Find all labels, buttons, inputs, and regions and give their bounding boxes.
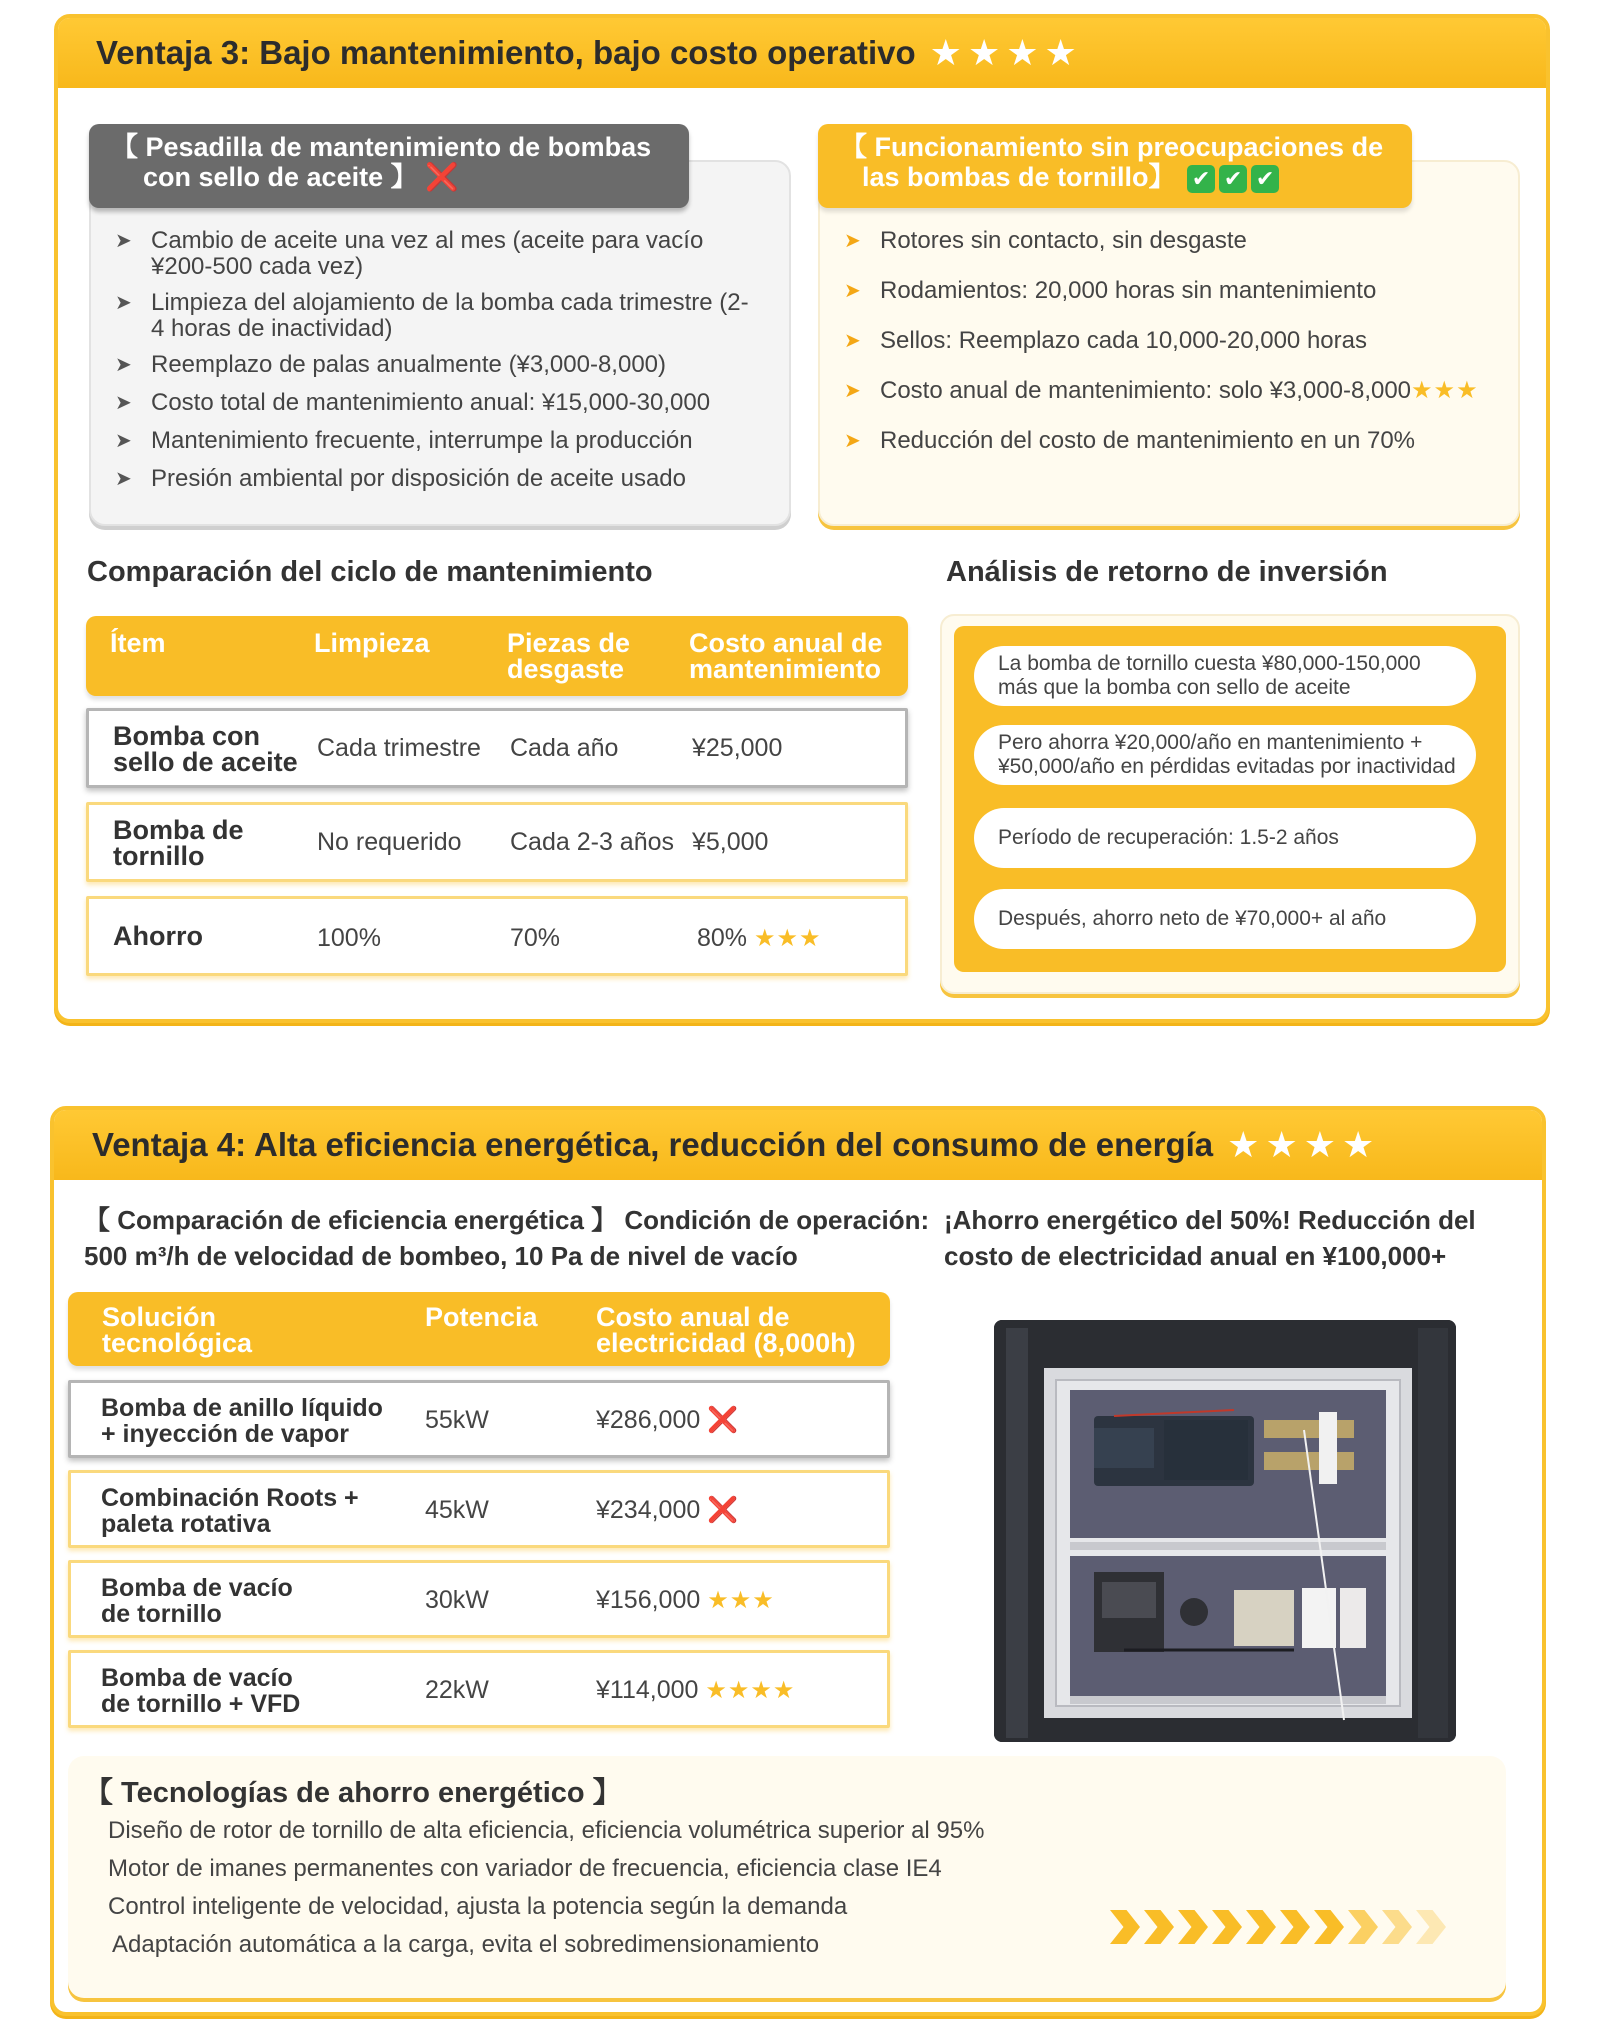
list-item	[844, 228, 1524, 278]
energy-table-header	[68, 1292, 890, 1366]
chevron-right-icon	[1178, 1910, 1208, 1944]
table-row	[86, 896, 908, 976]
list-item-text: Reducción del costo de mantenimiento en un 70%	[880, 427, 1416, 454]
oil-title-line1: 【 Pesadilla de mantenimiento de bombas	[111, 132, 652, 162]
list-item-text: Rotores sin contacto, sin desgaste	[880, 227, 1247, 254]
checkmark-icon: ✔	[1251, 165, 1279, 193]
row-label	[101, 1575, 293, 1627]
arrow-icon: ➤	[844, 430, 861, 452]
col-header: Potencia	[425, 1302, 538, 1332]
row-label-line: sello de aceite	[113, 747, 298, 777]
row-label	[113, 817, 244, 869]
roi-item-line: Pero ahorra ¥20,000/año en mantenimiento +	[998, 731, 1423, 754]
cycle-table-header	[86, 616, 908, 696]
list-item	[115, 352, 755, 390]
chevron-right-icon	[1246, 1910, 1276, 1944]
list-item	[844, 328, 1524, 378]
control-cabinet-illustration	[994, 1320, 1456, 1742]
list-item	[844, 378, 1524, 428]
roi-item-line: La bomba de tornillo cuesta ¥80,000-150,000	[998, 652, 1421, 675]
section-title: Ventaja 3: Bajo mantenimiento, bajo costo operativo	[96, 34, 916, 71]
arrow-icon: ➤	[115, 468, 132, 490]
cross-icon: ❌	[707, 1406, 739, 1434]
cell-cost-value: ¥286,000	[596, 1406, 701, 1434]
advantage-4-section	[50, 1106, 1546, 2016]
list-item-text: Cambio de aceite una vez al mes (aceite para vacío ¥200-500 cada vez)	[151, 227, 704, 280]
cell-cleaning: No requerido	[317, 828, 462, 856]
arrow-icon: ➤	[115, 354, 132, 376]
arrow-icon: ➤	[115, 292, 132, 314]
chevron-right-icon	[1144, 1910, 1174, 1944]
row-label-line: Bomba con	[113, 721, 261, 751]
energy-tech-list	[108, 1816, 1108, 1968]
saving-line: ¡Ahorro energético del 50%! Reducción del	[944, 1205, 1476, 1235]
arrow-icon: ➤	[844, 280, 861, 302]
cell-cost	[596, 1407, 738, 1433]
rating-stars-icon: ★★★	[1411, 377, 1479, 404]
screw-pump-box-title	[818, 124, 1412, 208]
row-label	[101, 1485, 359, 1537]
list-item	[844, 278, 1524, 328]
screw-pump-list	[844, 228, 1524, 478]
roi-item-line: Después, ahorro neto de ¥70,000+ al año	[998, 907, 1387, 930]
energy-tech-title: 【 Tecnologías de ahorro energético 】	[84, 1777, 622, 1809]
screw-title-line2-wrap	[840, 162, 1392, 193]
col-header: Ítem	[110, 628, 166, 658]
rating-stars-icon: ★★★★	[1227, 1124, 1381, 1165]
col-header-line: Costo anual de	[689, 628, 883, 658]
chevron-arrows-icon	[1110, 1910, 1450, 1944]
roi-item-text	[998, 652, 1421, 700]
cell-power: 45kW	[425, 1496, 489, 1524]
row-label-line: tornillo	[113, 841, 205, 871]
rating-stars-icon: ★★★	[754, 925, 822, 952]
section-header	[54, 1110, 1542, 1180]
list-item-text: Rodamientos: 20,000 horas sin mantenimiento	[880, 277, 1377, 304]
checkmark-icon: ✔	[1219, 165, 1247, 193]
cell-cost	[596, 1497, 738, 1523]
oil-title-line2: con sello de aceite 】	[143, 162, 418, 192]
chevron-right-icon	[1212, 1910, 1242, 1944]
cell-parts: 70%	[510, 924, 561, 952]
cell-cleaning: 100%	[317, 924, 381, 952]
row-label-line: de tornillo	[101, 1600, 222, 1628]
chevron-right-icon	[1110, 1910, 1140, 1944]
oil-pump-box-title	[89, 124, 689, 208]
section-title: Ventaja 4: Alta eficiencia energética, reducción del consumo de energía	[92, 1126, 1214, 1163]
table-row	[68, 1470, 890, 1548]
list-item-text: Limpieza del alojamiento de la bomba cada trimestre (2-4 horas de inactividad)	[151, 289, 749, 342]
oil-title-line2-wrap	[111, 162, 669, 192]
list-item: Control inteligente de velocidad, ajusta la potencia según la demanda	[108, 1893, 848, 1920]
table-row	[68, 1560, 890, 1638]
col-header	[689, 630, 883, 682]
cell-power: 30kW	[425, 1586, 489, 1614]
rating-stars-icon: ★★★★	[929, 32, 1083, 73]
list-item	[115, 290, 755, 352]
col-header-line: mantenimiento	[689, 654, 882, 684]
operating-condition	[84, 1202, 944, 1274]
cell-cost	[596, 1587, 775, 1614]
table-row	[86, 802, 908, 882]
arrow-icon: ➤	[844, 380, 861, 402]
arrow-icon: ➤	[115, 230, 132, 252]
chevron-right-icon	[1348, 1910, 1378, 1944]
col-header	[596, 1304, 856, 1356]
row-label-line: Bomba de vacío	[101, 1574, 293, 1602]
rating-stars-icon: ★★★	[707, 1587, 775, 1614]
checkmark-icon: ✔	[1187, 165, 1215, 193]
cross-icon: ❌	[425, 162, 459, 192]
chevron-right-icon	[1382, 1910, 1412, 1944]
row-label-line: Combinación Roots +	[101, 1484, 359, 1512]
arrow-icon: ➤	[844, 330, 861, 352]
list-item-text: Mantenimiento frecuente, interrumpe la producción	[151, 427, 693, 454]
cell-power: 55kW	[425, 1406, 489, 1434]
row-label-line: Bomba de	[113, 815, 244, 845]
screw-title-line1: 【 Funcionamiento sin preocupaciones de	[840, 132, 1384, 162]
list-item-text: Costo total de mantenimiento anual: ¥15,000-30,000	[151, 389, 711, 416]
rating-stars-icon: ★★★★	[705, 1677, 796, 1704]
col-header: Limpieza	[314, 628, 430, 658]
table-row	[68, 1380, 890, 1458]
cell-cost: ¥25,000	[692, 734, 783, 762]
row-label	[101, 1665, 300, 1717]
roi-item-line: más que la bomba con sello de aceite	[998, 676, 1351, 699]
row-label-line: Bomba de vacío	[101, 1664, 293, 1692]
energy-saving-headline	[944, 1202, 1504, 1274]
roi-item	[974, 646, 1476, 706]
cell-cost-value: ¥114,000	[596, 1676, 699, 1704]
cell-cost-value: ¥234,000	[596, 1496, 701, 1524]
list-item-text: Presión ambiental por disposición de aceite usado	[151, 465, 686, 492]
cell-parts: Cada 2-3 años	[510, 828, 675, 856]
cell-parts: Cada año	[510, 734, 619, 762]
section-header	[58, 18, 1546, 88]
col-header-line: desgaste	[507, 654, 625, 684]
saving-line: costo de electricidad anual en ¥100,000+	[944, 1241, 1447, 1271]
row-label	[101, 1395, 383, 1447]
roi-item-line: Período de recuperación: 1.5-2 años	[998, 826, 1339, 849]
cell-cleaning: Cada trimestre	[317, 734, 481, 762]
row-label: Ahorro	[113, 921, 203, 951]
chevron-right-icon	[1280, 1910, 1310, 1944]
roi-item-text	[998, 731, 1456, 779]
list-item-text: Sellos: Reemplazo cada 10,000-20,000 horas	[880, 327, 1367, 354]
list-item	[115, 428, 755, 466]
row-label-line: Bomba de anillo líquido	[101, 1394, 383, 1422]
table-row	[68, 1650, 890, 1728]
col-header-line: Costo anual de	[596, 1302, 790, 1332]
cell-cost	[697, 925, 822, 952]
row-label	[113, 723, 298, 775]
list-item	[115, 390, 755, 428]
chevron-right-icon	[1416, 1910, 1446, 1944]
roi-title: Análisis de retorno de inversión	[946, 556, 1388, 588]
oil-pump-list	[115, 228, 755, 504]
condition-line: 500 m³/h de velocidad de bombeo, 10 Pa de nivel de vacío	[84, 1241, 798, 1271]
arrow-icon: ➤	[115, 392, 132, 414]
roi-item	[974, 889, 1476, 949]
list-item-text: Reemplazo de palas anualmente (¥3,000-8,000)	[151, 351, 667, 378]
condition-line: 【 Comparación de eficiencia energética 】 Condición de operación:	[84, 1205, 930, 1235]
cell-cost-value: 80%	[697, 924, 748, 952]
screw-title-line2: las bombas de tornillo】	[862, 162, 1176, 192]
cell-cost: ¥5,000	[692, 828, 769, 856]
list-item-text: Costo anual de mantenimiento: solo ¥3,000-8,000	[880, 377, 1412, 404]
list-item	[115, 466, 755, 504]
col-header-line: tecnológica	[102, 1328, 253, 1358]
row-label-line: paleta rotativa	[101, 1510, 271, 1538]
cell-power: 22kW	[425, 1676, 489, 1704]
roi-item	[974, 808, 1476, 868]
col-header-line: electricidad (8,000h)	[596, 1328, 856, 1358]
col-header-line: Solución	[102, 1302, 216, 1332]
col-header	[102, 1304, 252, 1356]
list-item: Adaptación automática a la carga, evita el sobredimensionamiento	[112, 1931, 820, 1958]
cell-cost	[596, 1677, 795, 1704]
col-header-line: Piezas de	[507, 628, 631, 658]
list-item	[115, 228, 755, 290]
cell-cost-value: ¥156,000	[596, 1586, 701, 1614]
table-row	[86, 708, 908, 788]
arrow-icon: ➤	[115, 430, 132, 452]
arrow-icon: ➤	[844, 230, 861, 252]
list-item	[844, 428, 1524, 478]
roi-item	[974, 725, 1476, 785]
roi-panel	[954, 626, 1506, 972]
chevron-right-icon	[1314, 1910, 1344, 1944]
advantage-3-section	[54, 14, 1550, 1023]
control-cabinet-photo	[994, 1320, 1456, 1742]
roi-item-line: ¥50,000/año en pérdidas evitadas por inactividad	[998, 755, 1456, 778]
list-item: Motor de imanes permanentes con variador de frecuencia, eficiencia clase IE4	[108, 1855, 942, 1882]
row-label-line: + inyección de vapor	[101, 1420, 350, 1448]
list-item: Diseño de rotor de tornillo de alta eficiencia, eficiencia volumétrica superior al 95%	[108, 1817, 985, 1844]
row-label-line: de tornillo + VFD	[101, 1690, 301, 1718]
cross-icon: ❌	[707, 1496, 739, 1524]
cycle-comparison-title: Comparación del ciclo de mantenimiento	[87, 556, 653, 588]
col-header	[507, 630, 630, 682]
